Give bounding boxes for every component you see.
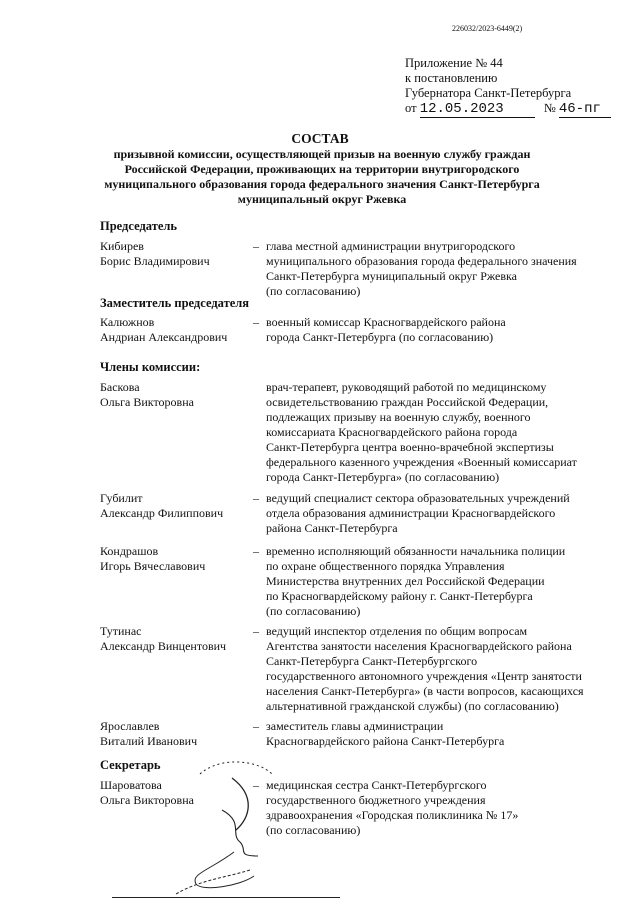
resolution-date: 12.05.2023	[420, 102, 535, 118]
appendix-number: Приложение № 44	[405, 56, 503, 70]
document-id: 226032/2023-6449(2)	[452, 24, 523, 33]
member-position: медицинская сестра Санкт-Петербургского государственного бюджетного учреждения здравоохранения «Городская поликлиника № 17» (по согласованию)	[266, 778, 519, 837]
dash-separator: –	[253, 491, 259, 505]
member-name: Губилит Александр Филиппович	[100, 491, 224, 520]
appendix-block	[405, 56, 611, 118]
member-position: временно исполняющий обязанности начальника полиции по охране общественного порядка Управления Министерства внутренних дел Российской Федерации по Красногвардейскому району г. Санкт-Петербурга (по согласованию)	[266, 544, 566, 618]
appendix-resolution-label: к постановлению	[405, 71, 498, 85]
member-name: Шароватова Ольга Викторовна	[100, 778, 194, 807]
section-chair: Председатель	[100, 219, 178, 233]
document-title: СОСТАВ	[291, 131, 349, 146]
dash-separator: –	[253, 239, 259, 253]
member-position: врач-терапевт, руководящий работой по медицинскому освидетельствованию граждан Российской Федерации, подлежащих призыву на военную службу, военного комиссариата Красногвардейского района города Санкт-Петербурга центра военно-врачебной экспертизы федерального казенного учреждения «Военный комиссариат города Санкт-Петербурга» (по согласованию)	[266, 380, 577, 484]
member-name: Кибирев Борис Владимирович	[100, 239, 210, 268]
document-subtitle: призывной комиссии, осуществляющей призыв на военную службу граждан Российской Федерации, проживающих на территории внутригородского муниципального образования города федерального значения Санкт-Петербурга муниципальный округ Ржевка	[104, 147, 540, 206]
member-position: заместитель главы администрации Красногвардейского района Санкт-Петербурга	[266, 719, 505, 748]
member-name: Тутинас Александр Винцентович	[100, 624, 227, 653]
section-deputy: Заместитель председателя	[100, 296, 250, 310]
dash-separator: –	[253, 624, 259, 638]
section-members: Члены комиссии:	[100, 360, 201, 374]
member-name: Ярославлев Виталий Иванович	[100, 719, 198, 748]
resolution-number: 46-пг	[559, 102, 611, 118]
appendix-governor-label: Губернатора Санкт-Петербурга	[405, 86, 572, 100]
signature-line	[112, 897, 340, 898]
number-label: №	[543, 101, 556, 115]
appendix-date-line	[405, 101, 611, 118]
member-position: ведущий инспектор отделения по общим вопросам Агентства занятости населения Красногвардейского района Санкт-Петербурга Санкт-Петербургского государственного автономного учреждения «Центр занятости населения Санкт-Петербурга» (в части вопросов, касающихся альтернативной гражданской службы) (по согласованию)	[266, 624, 584, 713]
member-name: Кондрашов Игорь Вячеславович	[100, 544, 206, 573]
dash-separator: –	[253, 544, 259, 558]
section-secretary: Секретарь	[100, 758, 161, 772]
member-name: Баскова Ольга Викторовна	[100, 380, 194, 409]
member-position: военный комиссар Красногвардейского района города Санкт-Петербурга (по согласованию)	[266, 315, 506, 344]
dash-separator: –	[253, 719, 259, 733]
dash-separator: –	[253, 778, 259, 792]
handwritten-mark	[170, 752, 280, 902]
member-name: Калюжнов Андриан Александрович	[100, 315, 228, 344]
from-label: от	[405, 101, 417, 115]
dash-separator: –	[253, 315, 259, 329]
member-position: ведущий специалист сектора образовательных учреждений отдела образования администрации Красногвардейского района Санкт-Петербурга	[266, 491, 570, 535]
member-position: глава местной администрации внутригородского муниципального образования города федерального значения Санкт-Петербурга муниципальный округ Ржевка (по согласованию)	[266, 239, 577, 298]
